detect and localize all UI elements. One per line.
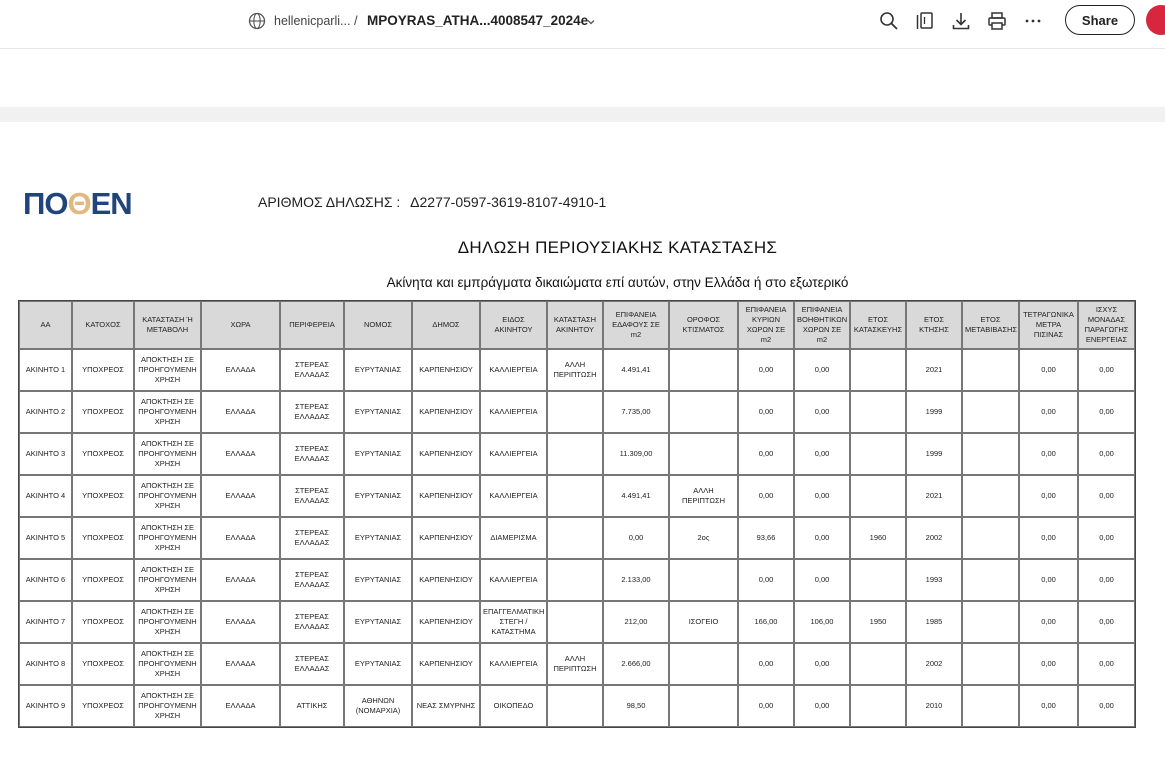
table-row	[19, 391, 1135, 433]
table-cell: 1993	[906, 559, 962, 601]
table-cell: ΑΚΙΝΗΤΟ 4	[19, 475, 72, 517]
table-cell: ΕΠΑΓΓΕΛΜΑΤΙΚΗ ΣΤΕΓΗ / ΚΑΤΑΣΤΗΜΑ	[480, 601, 547, 643]
table-cell: 1999	[906, 391, 962, 433]
chevron-down-icon[interactable]	[585, 15, 597, 27]
table-cell	[669, 559, 738, 601]
table-cell: 166,00	[738, 601, 794, 643]
table-cell: ΑΛΛΗ ΠΕΡΙΠΤΩΣΗ	[669, 475, 738, 517]
table-cell: ΕΥΡΥΤΑΝΙΑΣ	[344, 391, 412, 433]
table-cell: ΑΚΙΝΗΤΟ 9	[19, 685, 72, 727]
table-cell: ΣΤΕΡΕΑΣ ΕΛΛΑΔΑΣ	[280, 475, 344, 517]
table-cell: 1950	[850, 601, 906, 643]
table-cell	[962, 475, 1019, 517]
table-cell: 0,00	[1019, 517, 1078, 559]
table-cell: ΕΥΡΥΤΑΝΙΑΣ	[344, 643, 412, 685]
table-cell: 0,00	[1019, 601, 1078, 643]
table-cell: ΑΘΗΝΩΝ (ΝΟΜΑΡΧΙΑ)	[344, 685, 412, 727]
table-cell: ΑΠΟΚΤΗΣΗ ΣΕ ΠΡΟΗΓΟΥΜΕΝΗ ΧΡΗΣΗ	[134, 601, 201, 643]
table-row	[19, 601, 1135, 643]
table-row	[19, 475, 1135, 517]
table-cell: ΚΑΡΠΕΝΗΣΙΟΥ	[412, 517, 480, 559]
column-header: ΚΑΤΑΣΤΑΣΗ Ή ΜΕΤΑΒΟΛΗ	[134, 301, 201, 349]
table-cell: ΕΥΡΥΤΑΝΙΑΣ	[344, 517, 412, 559]
table-cell: 0,00	[1019, 391, 1078, 433]
table-cell: 11.309,00	[603, 433, 669, 475]
table-cell: ΕΥΡΥΤΑΝΙΑΣ	[344, 433, 412, 475]
table-cell: ΑΚΙΝΗΤΟ 7	[19, 601, 72, 643]
table-cell: 0,00	[1078, 391, 1135, 433]
table-cell: ΕΥΡΥΤΑΝΙΑΣ	[344, 475, 412, 517]
declaration-number-line	[258, 194, 606, 210]
table-cell	[962, 391, 1019, 433]
table-cell: 1985	[906, 601, 962, 643]
table-cell: ΚΑΡΠΕΝΗΣΙΟΥ	[412, 643, 480, 685]
table-header-row	[19, 301, 1135, 349]
table-cell	[962, 349, 1019, 391]
table-cell: 0,00	[794, 517, 850, 559]
table-cell: ΣΤΕΡΕΑΣ ΕΛΛΑΔΑΣ	[280, 643, 344, 685]
column-header: ΤΕΤΡΑΓΩΝΙΚΑ ΜΕΤΡΑ ΠΙΣΙΝΑΣ	[1019, 301, 1078, 349]
table-cell: 0,00	[794, 349, 850, 391]
table-cell: 0,00	[1078, 433, 1135, 475]
table-cell: 106,00	[794, 601, 850, 643]
logo-text-end: ΕΝ	[90, 186, 132, 221]
table-cell: ΚΑΛΛΙΕΡΓΕΙΑ	[480, 433, 547, 475]
table-cell: 0,00	[738, 433, 794, 475]
table-cell: ΕΥΡΥΤΑΝΙΑΣ	[344, 349, 412, 391]
table-cell: ΥΠΟΧΡΕΟΣ	[72, 685, 134, 727]
table-cell	[850, 349, 906, 391]
table-cell	[669, 643, 738, 685]
table-cell: ΑΠΟΚΤΗΣΗ ΣΕ ΠΡΟΗΓΟΥΜΕΝΗ ΧΡΗΣΗ	[134, 349, 201, 391]
more-icon[interactable]	[1023, 11, 1043, 31]
logo-text-accent: Θ	[67, 186, 91, 221]
column-header: ΙΣΧΥΣ ΜΟΝΑΔΑΣ ΠΑΡΑΓΩΓΗΣ ΕΝΕΡΓΕΙΑΣ	[1078, 301, 1135, 349]
table-cell	[669, 391, 738, 433]
table-cell: 0,00	[1019, 475, 1078, 517]
table-cell: 0,00	[738, 643, 794, 685]
table-cell: ΚΑΡΠΕΝΗΣΙΟΥ	[412, 601, 480, 643]
table-cell: ΣΤΕΡΕΑΣ ΕΛΛΑΔΑΣ	[280, 349, 344, 391]
table-cell: ΟΙΚΟΠΕΔΟ	[480, 685, 547, 727]
logo-text-start: ΠΟ	[23, 186, 68, 221]
table-cell: 2021	[906, 349, 962, 391]
table-cell: ΕΛΛΑΔΑ	[201, 559, 280, 601]
column-header: ΕΙΔΟΣ ΑΚΙΝΗΤΟΥ	[480, 301, 547, 349]
table-cell: ΑΚΙΝΗΤΟ 2	[19, 391, 72, 433]
table-cell: 0,00	[738, 559, 794, 601]
table-cell: 212,00	[603, 601, 669, 643]
breadcrumb-separator: /	[354, 13, 358, 28]
table-cell: ΑΚΙΝΗΤΟ 3	[19, 433, 72, 475]
pothen-logo	[23, 186, 132, 222]
table-cell: ΥΠΟΧΡΕΟΣ	[72, 349, 134, 391]
table-cell: ΣΤΕΡΕΑΣ ΕΛΛΑΔΑΣ	[280, 559, 344, 601]
table-cell: ΥΠΟΧΡΕΟΣ	[72, 475, 134, 517]
table-cell: 0,00	[1019, 559, 1078, 601]
table-row	[19, 643, 1135, 685]
table-cell: ΑΠΟΚΤΗΣΗ ΣΕ ΠΡΟΗΓΟΥΜΕΝΗ ΧΡΗΣΗ	[134, 643, 201, 685]
document-name[interactable]: MPOYRAS_ATHA...4008547_2024e	[367, 13, 589, 28]
column-header: ΟΡΟΦΟΣ ΚΤΙΣΜΑΤΟΣ	[669, 301, 738, 349]
table-cell: 0,00	[1078, 601, 1135, 643]
table-cell: 0,00	[794, 685, 850, 727]
table-cell: 0,00	[794, 475, 850, 517]
avatar[interactable]	[1146, 5, 1165, 35]
table-cell: ΚΑΡΠΕΝΗΣΙΟΥ	[412, 559, 480, 601]
globe-icon	[248, 12, 266, 30]
table-cell: 0,00	[738, 475, 794, 517]
table-cell: ΥΠΟΧΡΕΟΣ	[72, 517, 134, 559]
table-cell: ΣΤΕΡΕΑΣ ΕΛΛΑΔΑΣ	[280, 517, 344, 559]
table-cell: 93,66	[738, 517, 794, 559]
table-cell: ΕΛΛΑΔΑ	[201, 349, 280, 391]
table-cell: ΥΠΟΧΡΕΟΣ	[72, 433, 134, 475]
table-cell: 0,00	[1019, 685, 1078, 727]
page-gap	[0, 107, 1165, 122]
table-cell	[850, 559, 906, 601]
table-cell: 0,00	[1078, 349, 1135, 391]
column-header: ΕΤΟΣ ΚΑΤΑΣΚΕΥΗΣ	[850, 301, 906, 349]
table-cell: 1999	[906, 433, 962, 475]
table-cell: 2ος	[669, 517, 738, 559]
table-cell: ΣΤΕΡΕΑΣ ΕΛΛΑΔΑΣ	[280, 433, 344, 475]
table-row	[19, 349, 1135, 391]
table-cell: 0,00	[1019, 433, 1078, 475]
table-cell: ΑΠΟΚΤΗΣΗ ΣΕ ΠΡΟΗΓΟΥΜΕΝΗ ΧΡΗΣΗ	[134, 391, 201, 433]
table-cell: ΕΛΛΑΔΑ	[201, 517, 280, 559]
table-cell: ΕΛΛΑΔΑ	[201, 685, 280, 727]
column-header: ΠΕΡΙΦΕΡΕΙΑ	[280, 301, 344, 349]
table-cell: ΕΥΡΥΤΑΝΙΑΣ	[344, 601, 412, 643]
table-cell: 4.491,41	[603, 475, 669, 517]
table-cell: 0,00	[794, 559, 850, 601]
document-title: ΔΗΛΩΣΗ ΠΕΡΙΟΥΣΙΑΚΗΣ ΚΑΤΑΣΤΑΣΗΣ	[457, 238, 778, 257]
column-header: ΔΗΜΟΣ	[412, 301, 480, 349]
table-cell: ΚΑΛΛΙΕΡΓΕΙΑ	[480, 475, 547, 517]
column-header: ΕΠΙΦΑΝΕΙΑ ΚΥΡΙΩΝ ΧΩΡΩΝ ΣΕ m2	[738, 301, 794, 349]
site-breadcrumb[interactable]: hellenicparli...	[274, 14, 351, 28]
table-cell: ΑΠΟΚΤΗΣΗ ΣΕ ΠΡΟΗΓΟΥΜΕΝΗ ΧΡΗΣΗ	[134, 685, 201, 727]
table-cell: 0,00	[1019, 349, 1078, 391]
column-header: ΑΑ	[19, 301, 72, 349]
search-icon[interactable]	[879, 11, 899, 31]
table-cell: 0,00	[794, 643, 850, 685]
table-row	[19, 685, 1135, 727]
table-cell	[962, 601, 1019, 643]
table-cell: ΣΤΕΡΕΑΣ ΕΛΛΑΔΑΣ	[280, 391, 344, 433]
table-cell: 0,00	[1078, 685, 1135, 727]
table-cell	[850, 685, 906, 727]
table-cell: 0,00	[794, 433, 850, 475]
table-cell: ΥΠΟΧΡΕΟΣ	[72, 601, 134, 643]
table-cell: 2.666,00	[603, 643, 669, 685]
table-row	[19, 517, 1135, 559]
table-cell	[669, 349, 738, 391]
table-cell	[850, 433, 906, 475]
table-cell: 2002	[906, 643, 962, 685]
table-cell: ΝΕΑΣ ΣΜΥΡΝΗΣ	[412, 685, 480, 727]
table-cell	[547, 475, 603, 517]
table-cell: ΚΑΡΠΕΝΗΣΙΟΥ	[412, 433, 480, 475]
viewer-toolbar	[0, 0, 1165, 49]
table-cell: ΑΚΙΝΗΤΟ 1	[19, 349, 72, 391]
table-cell	[850, 643, 906, 685]
table-cell: 0,00	[1078, 517, 1135, 559]
table-cell: 0,00	[1019, 643, 1078, 685]
table-cell: ΑΛΛΗ ΠΕΡΙΠΤΩΣΗ	[547, 349, 603, 391]
table-cell: ΚΑΛΛΙΕΡΓΕΙΑ	[480, 559, 547, 601]
table-cell: 2021	[906, 475, 962, 517]
table-cell: ΣΤΕΡΕΑΣ ΕΛΛΑΔΑΣ	[280, 601, 344, 643]
table-cell: ΕΛΛΑΔΑ	[201, 391, 280, 433]
download-icon[interactable]	[951, 11, 971, 31]
table-cell: 0,00	[738, 391, 794, 433]
table-cell	[547, 601, 603, 643]
column-header: ΚΑΤΑΣΤΑΣΗ ΑΚΙΝΗΤΟΥ	[547, 301, 603, 349]
table-cell	[547, 685, 603, 727]
table-cell: 4.491,41	[603, 349, 669, 391]
table-cell: 0,00	[1078, 643, 1135, 685]
table-row	[19, 559, 1135, 601]
table-cell: ΑΚΙΝΗΤΟ 5	[19, 517, 72, 559]
table-row	[19, 433, 1135, 475]
table-cell: 98,50	[603, 685, 669, 727]
table-cell: ΚΑΡΠΕΝΗΣΙΟΥ	[412, 391, 480, 433]
table-cell: ΕΛΛΑΔΑ	[201, 601, 280, 643]
table-cell	[547, 391, 603, 433]
column-header: ΕΠΙΦΑΝΕΙΑ ΕΔΑΦΟΥΣ ΣΕ m2	[603, 301, 669, 349]
column-header: ΧΩΡΑ	[201, 301, 280, 349]
table-cell	[547, 433, 603, 475]
column-header: ΚΑΤΟΧΟΣ	[72, 301, 134, 349]
table-cell: ΥΠΟΧΡΕΟΣ	[72, 391, 134, 433]
table-cell: ΚΑΛΛΙΕΡΓΕΙΑ	[480, 349, 547, 391]
table-cell	[962, 685, 1019, 727]
table-cell	[962, 559, 1019, 601]
table-cell: ΑΠΟΚΤΗΣΗ ΣΕ ΠΡΟΗΓΟΥΜΕΝΗ ΧΡΗΣΗ	[134, 433, 201, 475]
table-cell: 0,00	[1078, 475, 1135, 517]
table-cell: ΑΠΟΚΤΗΣΗ ΣΕ ΠΡΟΗΓΟΥΜΕΝΗ ΧΡΗΣΗ	[134, 475, 201, 517]
column-header: ΕΤΟΣ ΚΤΗΣΗΣ	[906, 301, 962, 349]
document-subtitle: Ακίνητα και εμπράγματα δικαιώματα επί αυτών, στην Ελλάδα ή στο εξωτερικό	[386, 275, 849, 290]
table-cell: 0,00	[738, 349, 794, 391]
table-cell	[669, 433, 738, 475]
column-header: ΕΤΟΣ ΜΕΤΑΒΙΒΑΣΗΣ	[962, 301, 1019, 349]
table-cell	[962, 517, 1019, 559]
print-icon[interactable]	[987, 11, 1007, 31]
table-cell: 2010	[906, 685, 962, 727]
table-cell: ΥΠΟΧΡΕΟΣ	[72, 559, 134, 601]
table-cell: ΚΑΡΠΕΝΗΣΙΟΥ	[412, 475, 480, 517]
page-view-icon[interactable]	[915, 11, 935, 31]
table-cell: 7.735,00	[603, 391, 669, 433]
table-cell: ΔΙΑΜΕΡΙΣΜΑ	[480, 517, 547, 559]
table-cell: ΥΠΟΧΡΕΟΣ	[72, 643, 134, 685]
column-header: ΝΟΜΟΣ	[344, 301, 412, 349]
table-cell: 2.133,00	[603, 559, 669, 601]
table-cell: ΕΛΛΑΔΑ	[201, 433, 280, 475]
table-cell: 0,00	[603, 517, 669, 559]
table-cell: ΑΤΤΙΚΗΣ	[280, 685, 344, 727]
table-cell: ΕΛΛΑΔΑ	[201, 475, 280, 517]
table-cell: 2002	[906, 517, 962, 559]
table-cell: 0,00	[738, 685, 794, 727]
table-cell	[850, 391, 906, 433]
table-cell	[962, 433, 1019, 475]
table-cell	[669, 685, 738, 727]
table-cell: ΑΚΙΝΗΤΟ 8	[19, 643, 72, 685]
table-cell: ΑΠΟΚΤΗΣΗ ΣΕ ΠΡΟΗΓΟΥΜΕΝΗ ΧΡΗΣΗ	[134, 517, 201, 559]
share-button[interactable]: Share	[1065, 5, 1135, 35]
table-cell	[962, 643, 1019, 685]
declaration-number: Δ2277-0597-3619-8107-4910-1	[410, 194, 607, 210]
column-header: ΕΠΙΦΑΝΕΙΑ ΒΟΗΘΗΤΙΚΩΝ ΧΩΡΩΝ ΣΕ m2	[794, 301, 850, 349]
table-cell: ΕΥΡΥΤΑΝΙΑΣ	[344, 559, 412, 601]
table-cell: ΚΑΛΛΙΕΡΓΕΙΑ	[480, 643, 547, 685]
table-cell: ΕΛΛΑΔΑ	[201, 643, 280, 685]
table-cell: ΚΑΛΛΙΕΡΓΕΙΑ	[480, 391, 547, 433]
table-cell	[547, 517, 603, 559]
table-cell: 1960	[850, 517, 906, 559]
table-cell: ΑΚΙΝΗΤΟ 6	[19, 559, 72, 601]
table-cell: 0,00	[1078, 559, 1135, 601]
table-cell: ΚΑΡΠΕΝΗΣΙΟΥ	[412, 349, 480, 391]
declaration-label: ΑΡΙΘΜΟΣ ΔΗΛΩΣΗΣ :	[258, 194, 401, 210]
table-cell	[850, 475, 906, 517]
table-cell: ΑΛΛΗ ΠΕΡΙΠΤΩΣΗ	[547, 643, 603, 685]
table-cell: ΑΠΟΚΤΗΣΗ ΣΕ ΠΡΟΗΓΟΥΜΕΝΗ ΧΡΗΣΗ	[134, 559, 201, 601]
table-cell: 0,00	[794, 391, 850, 433]
property-table	[18, 300, 1136, 728]
table-cell: ΙΣΟΓΕΙΟ	[669, 601, 738, 643]
table-cell	[547, 559, 603, 601]
